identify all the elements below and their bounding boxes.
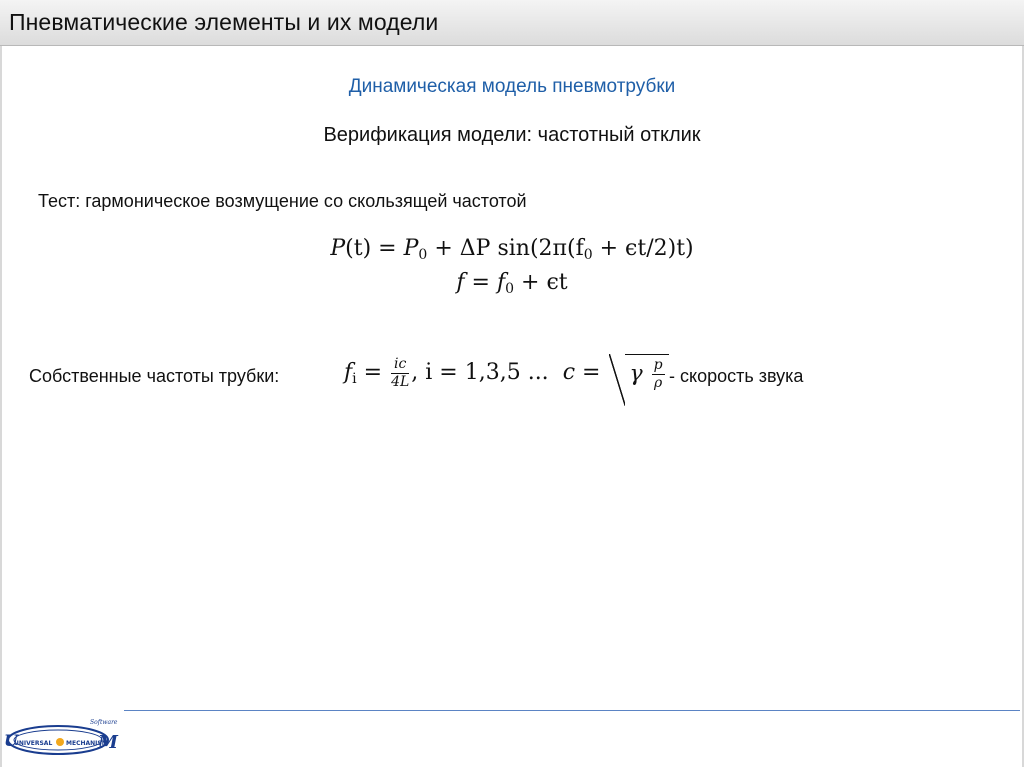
eigenfrequency-formula: $f_i$ = $\frac{ic}{4L}$ , i = 1,3,5 ... c = γ $\frac{p}{\rho}$ — [344, 354, 669, 392]
logo-software: Software — [90, 719, 118, 726]
square-root: γ $\frac{p}{\rho}$ — [625, 354, 668, 392]
eigenfrequency-label: Собственные частоты трубки: — [29, 366, 280, 386]
slide-title-bar — [0, 0, 1024, 46]
logo-text-right: MECHANISM — [66, 740, 108, 747]
slide-subtitle: Динамическая модель пневмотрубки — [348, 76, 676, 97]
logo-letter-u: U — [4, 731, 18, 750]
logo-text-left: UNIVERSAL — [14, 740, 53, 747]
test-description: Тест: гармоническое возмущение со скользящей частотой — [38, 191, 527, 211]
frequency-equation: $f = f_0 + \epsilon t$ — [456, 270, 568, 297]
pressure-equation: $P(t) = P_0 + \Delta P$ $\sin(2\pi(f_0 + \epsilon t/2)t)$ — [330, 236, 694, 263]
fraction: $\frac{ic}{4L}$ — [391, 355, 410, 390]
universal-mechanism-logo — [0, 712, 124, 767]
slide-title: Пневматические элементы и их модели — [9, 9, 439, 35]
slide-heading: Верификация модели: частотный отклик — [323, 124, 701, 146]
footer-divider — [124, 710, 1020, 711]
speed-of-sound-label: - скорость звука — [669, 366, 804, 386]
frame-left-border — [0, 46, 2, 767]
logo-letter-m: M — [98, 732, 118, 753]
